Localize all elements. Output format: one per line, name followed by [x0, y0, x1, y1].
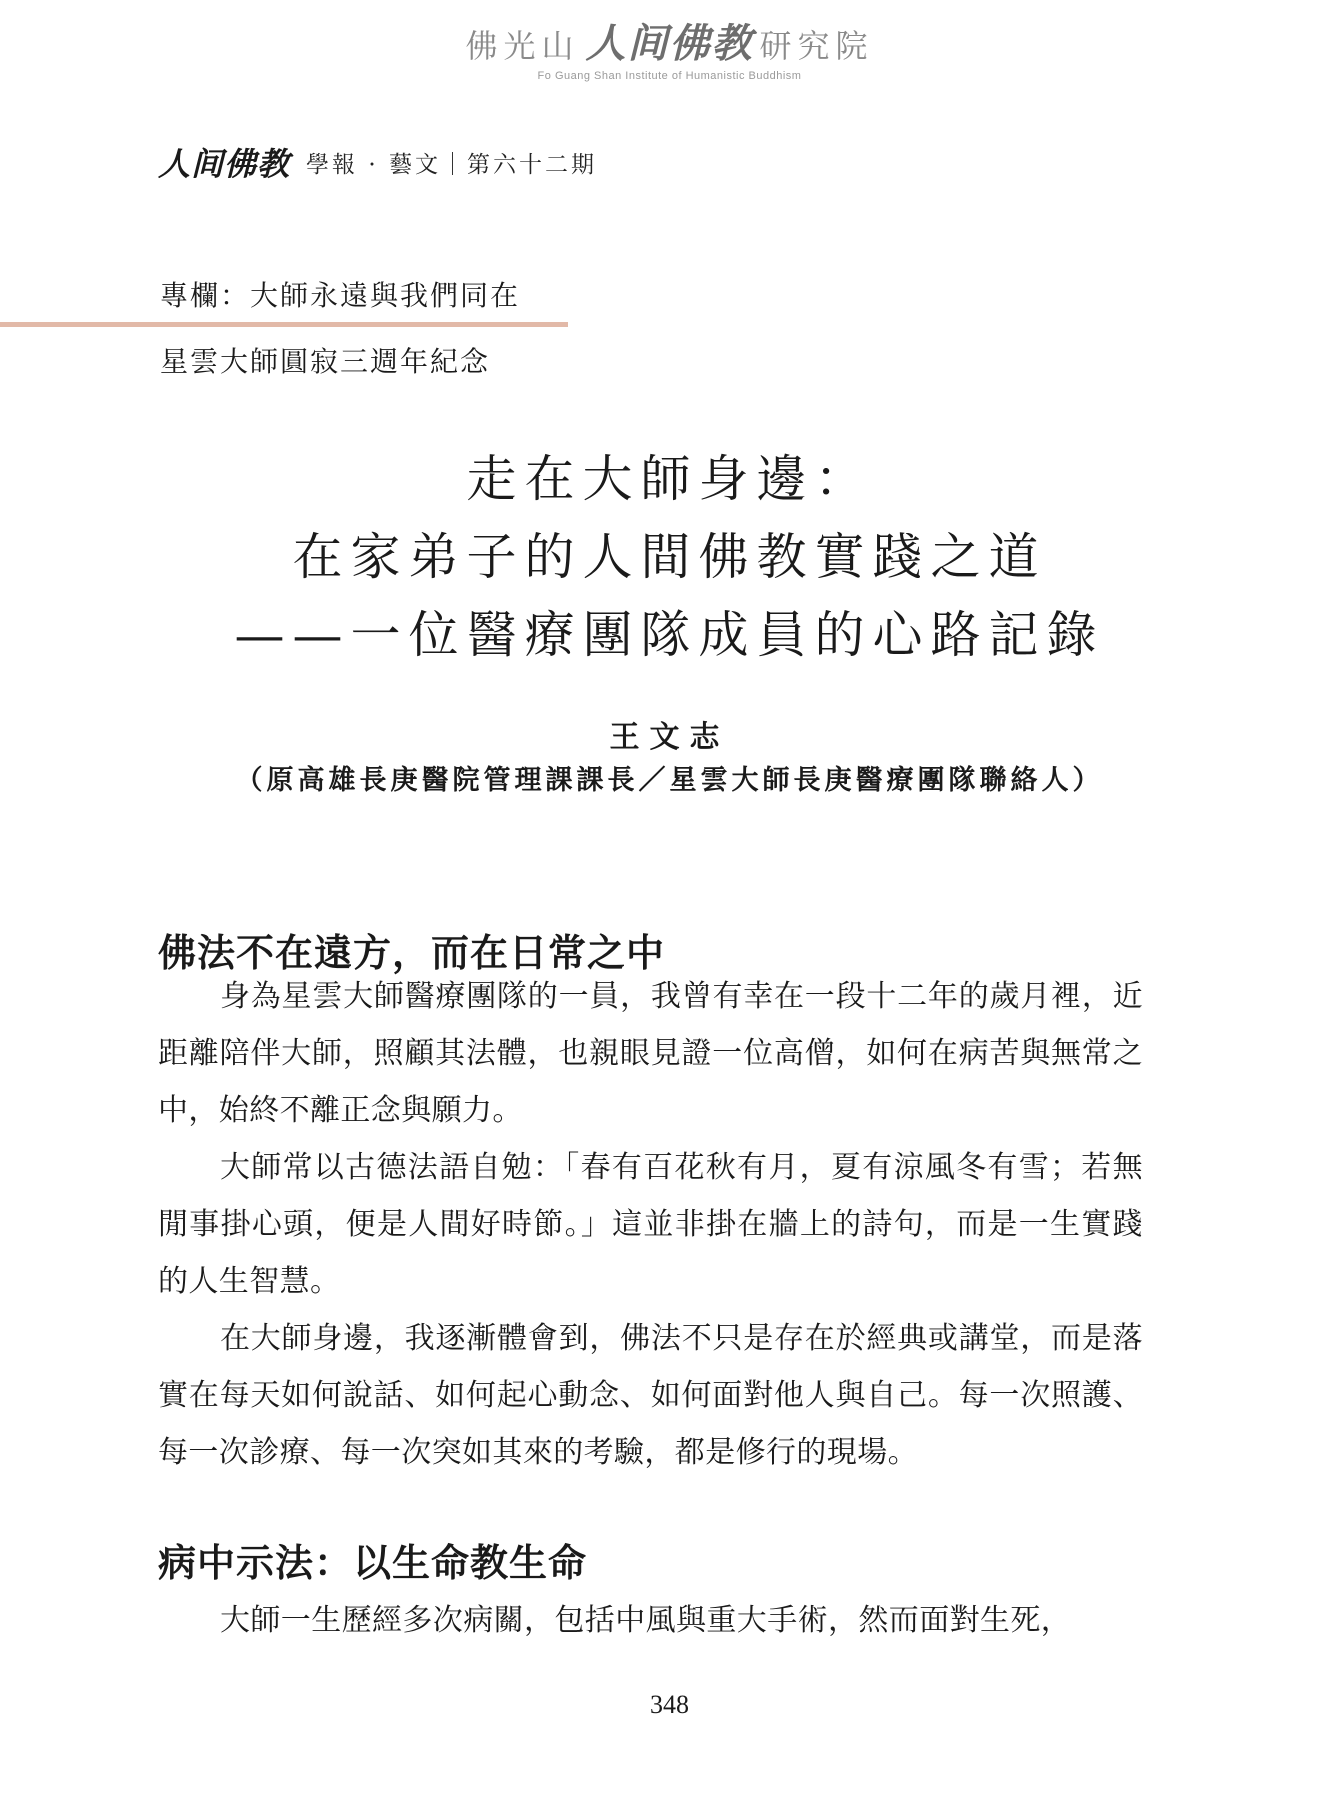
body-paragraph: 身為星雲大師醫療團隊的一員，我曾有幸在一段十二年的歲月裡，近距離陪伴大師，照顧其法體，也親眼見證一位高僧，如何在病苦與無常之中，始終不離正念與願力。: [158, 979, 1143, 1128]
page-number: 348: [650, 1690, 689, 1719]
column-tag: 專欄：大師永遠與我們同在: [160, 279, 521, 312]
institute-header: [0, 22, 1339, 82]
institute-english-name: Fo Guang Shan Institute of Humanistic Buddhism: [537, 70, 802, 82]
body-paragraph: 大師常以古德法語自勉：「春有百花秋有月，夏有涼風冬有雪；若無閒事掛心頭，便是人間好時節。」這並非掛在牆上的詩句，而是一生實踐的人生智慧。: [158, 1150, 1143, 1299]
section-heading: 病中示法：以生命教生命: [158, 1540, 588, 1585]
journal-brand-logo: 人间佛教: [158, 145, 291, 183]
institute-name: [0, 22, 1339, 68]
author-affiliation: （原高雄長庚醫院管理課課長／星雲大師長庚醫療團隊聯絡人）: [235, 765, 1104, 796]
title-line-1: 走在大師身邊：: [466, 450, 873, 508]
institute-name-left: 佛光山: [465, 27, 580, 65]
journal-issue-info: 學報 · 藝文｜第六十二期: [306, 151, 597, 178]
section-heading: 佛法不在遠方，而在日常之中: [158, 930, 666, 975]
column-divider: [0, 322, 568, 327]
institute-name-right: 研究院: [759, 27, 874, 65]
title-line-2: 在家弟子的人間佛教實踐之道: [292, 528, 1047, 586]
journal-running-head: [158, 140, 597, 184]
body-paragraph: 大師一生歷經多次病關，包括中風與重大手術，然而面對生死，: [220, 1603, 1072, 1638]
institute-brand-logo: 人间佛教: [585, 20, 754, 67]
title-line-3: ——一位醫療團隊成員的心路記錄: [234, 606, 1105, 664]
article-title: [0, 440, 1339, 674]
memorial-subtitle: 星雲大師圓寂三週年紀念: [160, 345, 491, 378]
author-name: 王文志: [609, 720, 730, 755]
body-paragraph: 在大師身邊，我逐漸體會到，佛法不只是存在於經典或講堂，而是落實在每天如何說話、如何起心動念、如何面對他人與自己。每一次照護、每一次診療、每一次突如其來的考驗，都是修行的現場。: [158, 1321, 1143, 1470]
